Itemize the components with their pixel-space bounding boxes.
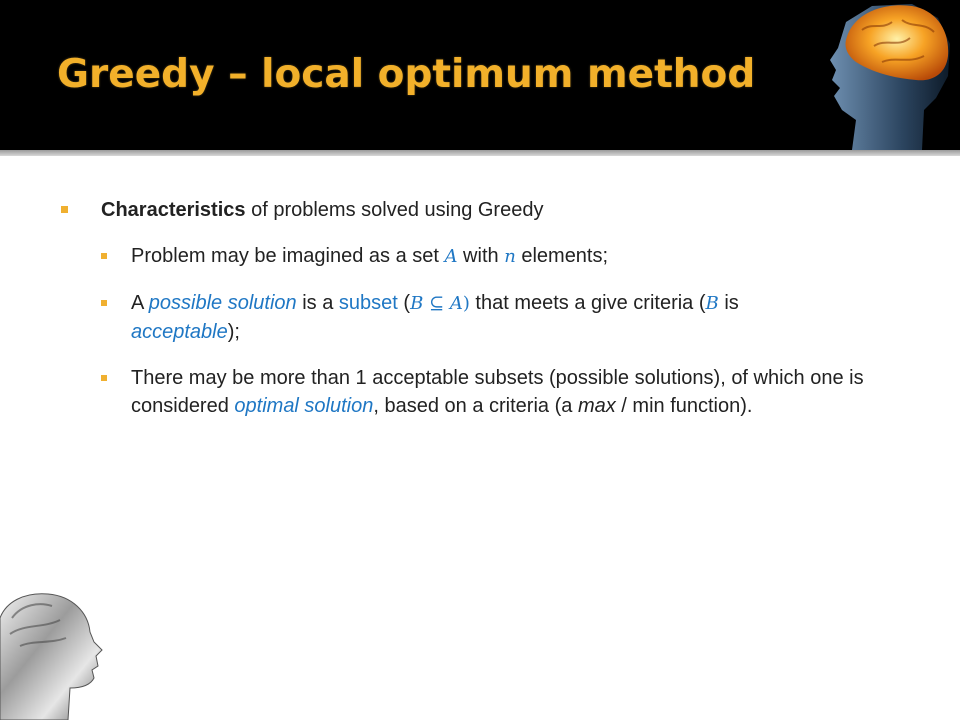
math-subseteq: ⊆ (423, 293, 450, 314)
slide-body (60, 196, 900, 420)
bullet-sub-1-text: with (457, 245, 505, 267)
bullet-sub-2-text: is a (296, 292, 339, 314)
bullet-main-bold: Characteristics (101, 199, 246, 221)
math-var-n: n (504, 246, 516, 267)
human-head-silhouette-icon (0, 588, 112, 720)
bullet-sub-2-text: is (718, 292, 739, 314)
term-optimal-solution: optimal solution (234, 395, 374, 417)
bullet-sub-1 (60, 242, 900, 271)
bullet-main-text: of problems solved using Greedy (245, 199, 544, 221)
bullet-sub-2-text: ); (227, 321, 240, 343)
math-var-a: A (444, 246, 458, 267)
bullet-sub-2-text: ( (397, 292, 411, 314)
bullet-sub-3 (60, 364, 870, 420)
term-possible-solution: possible solution (148, 292, 297, 314)
bullet-main (60, 196, 900, 224)
bullet-marker (101, 375, 107, 381)
bullet-marker (101, 300, 107, 306)
term-subset: subset (338, 292, 398, 314)
human-head-brain-icon (812, 0, 960, 150)
bullet-sub-2-text: A (131, 292, 149, 314)
bullet-sub-3-text: , based on a criteria (a (373, 395, 578, 417)
slide-title: Greedy – local optimum method (57, 52, 756, 97)
header-divider (0, 150, 960, 156)
term-max: max (577, 395, 616, 417)
term-acceptable: acceptable (131, 321, 228, 343)
math-var-a: A (449, 293, 463, 314)
bullet-sub-2 (60, 289, 850, 346)
bullet-sub-1-text: Problem may be imagined as a set (131, 245, 445, 267)
bullet-marker (61, 206, 68, 213)
bullet-sub-2-text: that meets a give criteria ( (469, 292, 706, 314)
bullet-sub-3-text: There may be more than 1 acceptable subsets (possible solutions), of which one is considered (131, 367, 864, 417)
math-paren: ) (462, 293, 470, 314)
bullet-sub-1-text: elements; (515, 245, 609, 267)
math-var-b: B (410, 293, 424, 314)
bullet-marker (101, 253, 107, 259)
bullet-sub-3-text: / min function). (615, 395, 753, 417)
math-var-b: B (705, 293, 719, 314)
